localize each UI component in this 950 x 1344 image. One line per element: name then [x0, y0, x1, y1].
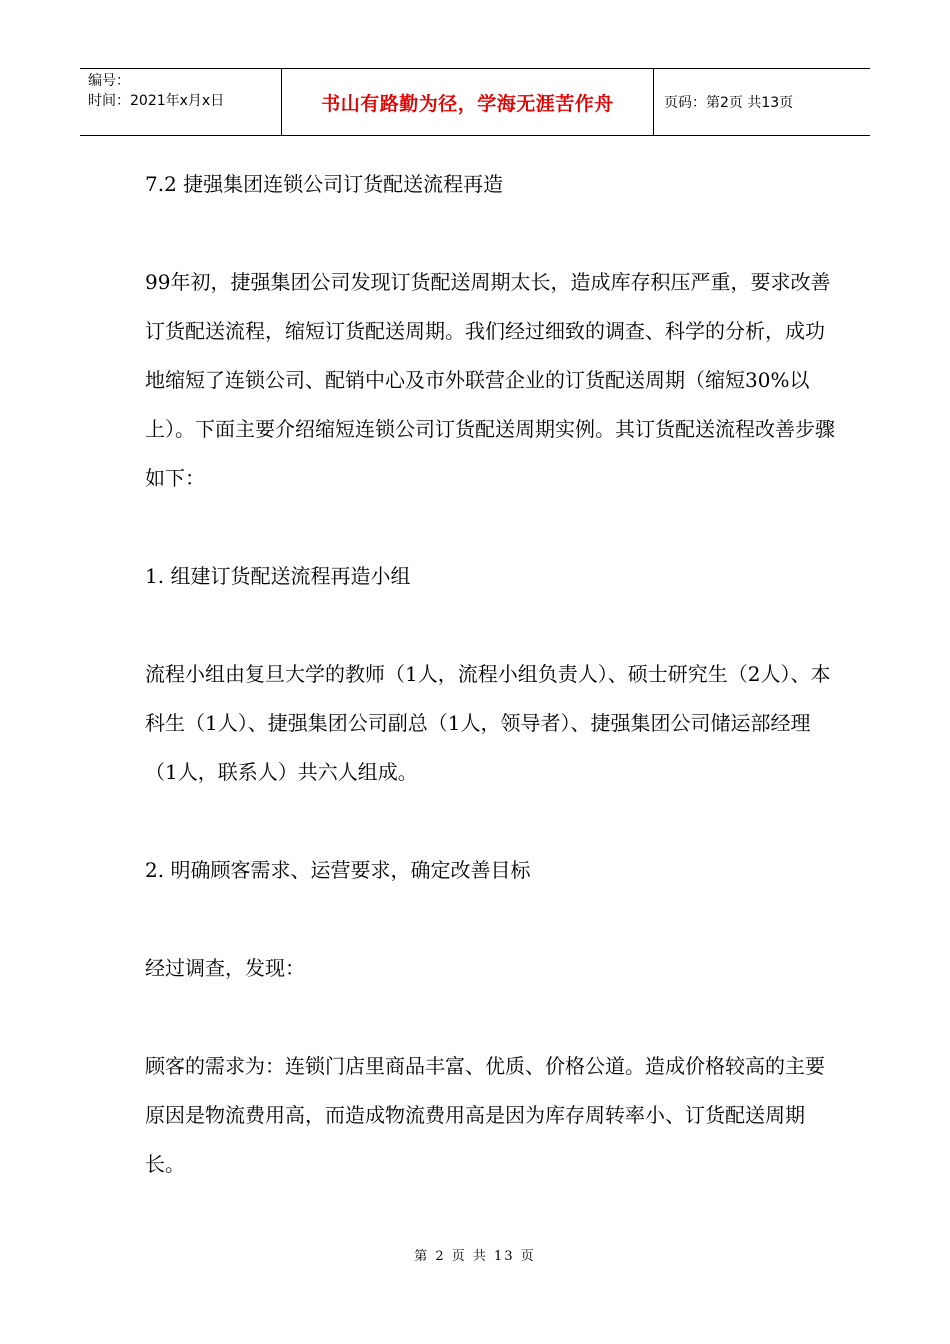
- serial-number-label: 编号：: [88, 73, 130, 89]
- header-meta: [80, 69, 281, 135]
- section-title: 7.2 捷强集团连锁公司订货配送流程再造: [145, 172, 504, 196]
- step1-heading: 1. 组建订货配送流程再造小组: [145, 564, 411, 588]
- page-header: [80, 68, 870, 136]
- header-motto: 书山有路勤为径，学海无涯苦作舟: [281, 69, 654, 135]
- intro-paragraph: 99年初，捷强集团公司发现订货配送周期太长，造成库存积压严重，要求改善订货配送流程，缩短订货配送周期。我们经过细致的调查、科学的分析，成功地缩短了连锁公司、配销中心及市外联营企业的订货配送周期（缩短30%以上）。下面主要介绍缩短连锁公司订货配送周期实例。其订货配送流程改善步骤如下：: [145, 270, 835, 490]
- survey-intro: 经过调查，发现：: [145, 956, 305, 980]
- date-label: 时间：2021年x月x日: [88, 93, 225, 109]
- step1-paragraph: 流程小组由复旦大学的教师（1人，流程小组负责人）、硕士研究生（2人）、本科生（1人）、捷强集团公司副总（1人，领导者）、捷强集团公司储运部经理（1人，联系人）共六人组成。: [145, 662, 831, 784]
- page-footer: 第 2 页 共 13 页: [414, 1249, 536, 1264]
- step2-heading: 2. 明确顾客需求、运营要求，确定改善目标: [145, 858, 531, 882]
- header-page-info: 页码：第2页 共13页: [664, 95, 794, 111]
- customer-need-paragraph: 顾客的需求为：连锁门店里商品丰富、优质、价格公道。造成价格较高的主要原因是物流费用高，而造成物流费用高是因为库存周转率小、订货配送周期长。: [145, 1054, 825, 1176]
- document-body: [145, 160, 835, 1189]
